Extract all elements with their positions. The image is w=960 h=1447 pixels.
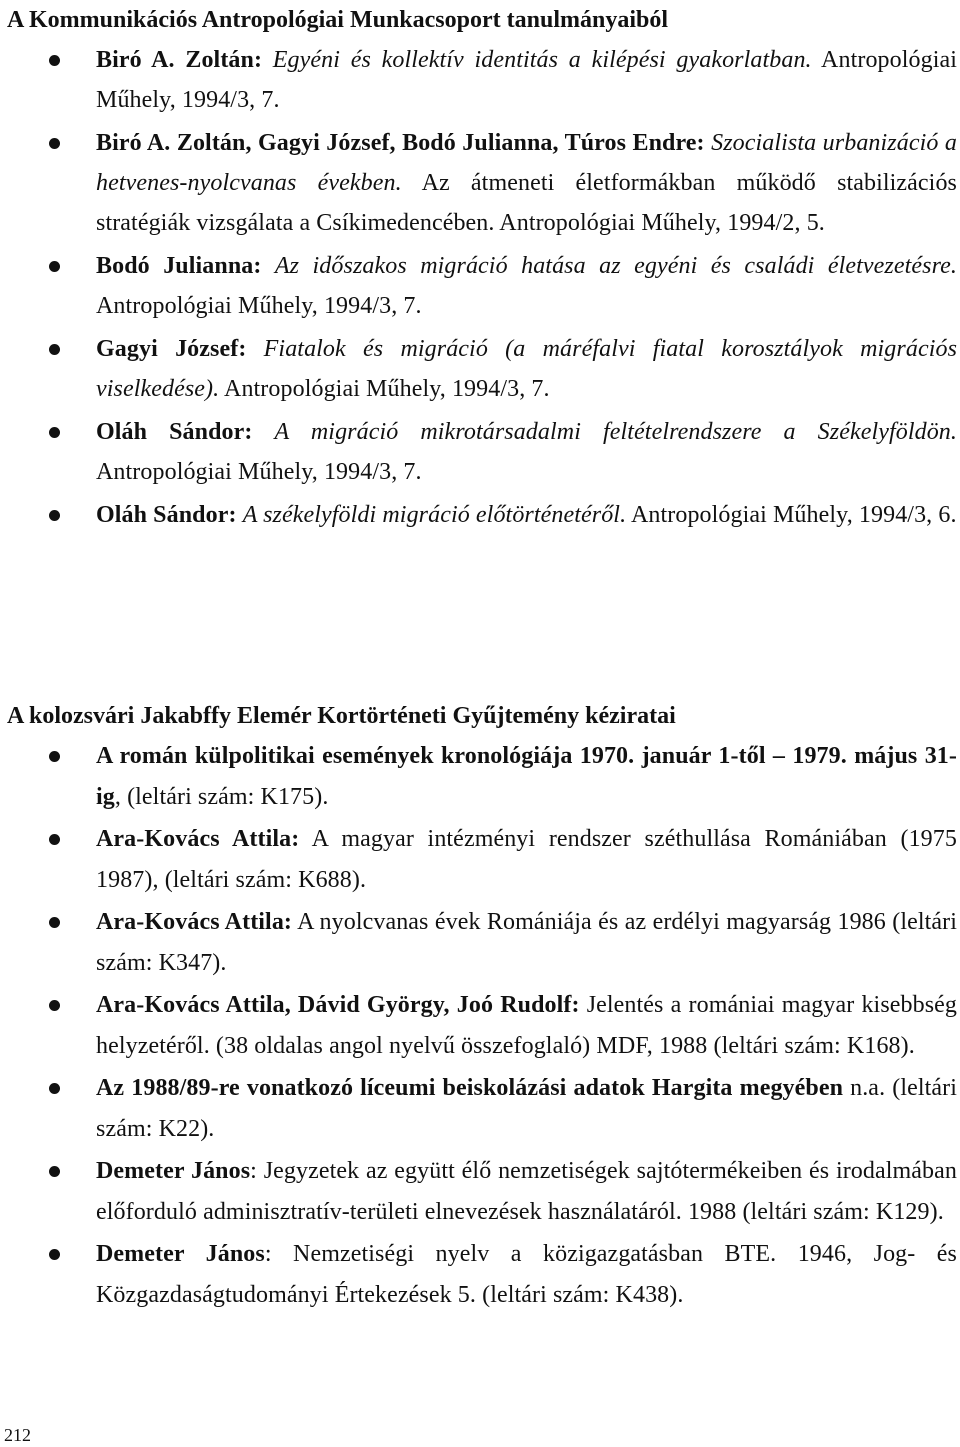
entry-title: A migráció mikrotársadalmi feltételrendszere a Székelyföldön. [274, 419, 958, 445]
bullet-icon [49, 1000, 60, 1011]
bibliography-entry [7, 495, 957, 535]
bibliography-entry [7, 123, 957, 243]
entry-detail: Antropológiai Műhely, 1994/3, 6. [626, 502, 957, 528]
bullet-icon [49, 261, 60, 272]
entry-author: Demeter János [96, 1241, 265, 1267]
manuscript-entry [7, 985, 957, 1067]
bullet-icon [49, 427, 60, 438]
bullet-icon [49, 751, 60, 762]
entry-author: Ara-Kovács Attila: [96, 826, 300, 852]
bullet-icon [49, 1083, 60, 1094]
entry-title: Az időszakos migráció hatása az egyéni és családi életvezetésre. [274, 253, 957, 279]
entry-author: Gagyi József: [96, 336, 247, 362]
entry-detail [253, 419, 275, 445]
bullet-icon [49, 834, 60, 845]
entry-author: Biró A. Zoltán, Gagyi József, Bodó Julianna, Túros Endre: [96, 130, 705, 156]
entry-detail: A magyar intézményi rendszer széthullása Romániában (1975 1987), (leltári szám: K688). [96, 826, 957, 893]
entry-text [96, 736, 957, 818]
entry-detail: Antropológiai Műhely, 1994/3, 7. [96, 293, 422, 319]
entry-text [96, 246, 957, 326]
bullet-icon [49, 510, 60, 521]
section-jakabffy-kezirat [7, 696, 957, 1317]
bullet-icon [49, 55, 60, 66]
entry-author: Demeter János [96, 1158, 251, 1184]
entry-detail: Jelentés a romániai magyar kisebbség helyzetéről. (38 oldalas angol nyelvű összefoglaló) MDF, 1988 (leltári szám: K168). [96, 992, 958, 1059]
entry-title: Egyéni és kollektív identitás a kilépési gyakorlatban. [272, 47, 812, 73]
bibliography-entry [7, 40, 957, 120]
entry-author: Bodó Julianna: [96, 253, 262, 279]
entry-author: Oláh Sándor: [96, 502, 237, 528]
entry-detail: Az átmeneti életformákban működő stabilizációs stratégiák vizsgálata a Csíkimedencében. Antropológiai Műhely, 1994/2, 5. [96, 170, 957, 236]
manuscript-entry [7, 902, 957, 984]
entry-text [96, 1234, 957, 1316]
bibliography-entry [7, 329, 957, 409]
entry-text [96, 902, 957, 984]
manuscript-entry [7, 819, 957, 901]
entry-title: Fiatalok és migráció (a máréfalvi fiatal korosztályok migrációs viselkedése). [96, 336, 958, 402]
section-kommunikacios-antropologia [7, 0, 957, 538]
entry-detail: , (leltári szám: K175). [114, 784, 329, 810]
entry-detail: Antropológiai Műhely, 1994/3, 7. [219, 376, 550, 402]
entry-title: A székelyföldi migráció előtörténetéről. [242, 502, 627, 528]
entry-detail: : Jegyzetek az együtt élő nemzetiségek sajtótermékeiben és irodalmában előforduló adminisztratív-területi elnevezések használatáról. 1988 (leltári szám: K129). [96, 1158, 957, 1225]
entry-text [96, 1068, 957, 1150]
bibliography-entry [7, 246, 957, 326]
entry-detail: n.a. (leltári szám: K22). [96, 1075, 957, 1142]
manuscript-entry [7, 1234, 957, 1316]
entry-author: A román külpolitikai események kronológiája 1970. január 1-től – 1979. május 31-ig [96, 743, 957, 810]
entry-author: Oláh Sándor: [96, 419, 253, 445]
entry-text [96, 1151, 957, 1233]
bullet-icon [49, 1166, 60, 1177]
section-heading: A kolozsvári Jakabffy Elemér Kortörténeti Gyűjtemény kéziratai [7, 703, 676, 729]
entry-author: Ara-Kovács Attila, Dávid György, Joó Rudolf: [96, 992, 580, 1018]
bullet-icon [49, 917, 60, 928]
entry-text [96, 819, 957, 901]
entry-detail [262, 47, 273, 73]
entry-author: Ara-Kovács Attila: [96, 909, 293, 935]
bibliography-entry [7, 412, 957, 492]
entry-title: Szocialista urbanizáció a hetvenes-nyolcvanas években. [96, 130, 958, 196]
entry-detail: : Nemzetiségi nyelv a közigazgatásban BTE. 1946, Jog- és Közgazdaságtudományi Értekezések 5. (leltári szám: K438). [96, 1241, 957, 1308]
bullet-icon [49, 138, 60, 149]
entry-author: Az 1988/89-re vonatkozó líceumi beiskolázási adatok Hargita megyében [96, 1075, 844, 1101]
bibliography-list [7, 40, 957, 535]
entry-detail: Antropológiai Műhely, 1994/3, 7. [96, 459, 422, 485]
manuscript-entry [7, 736, 957, 818]
entry-detail [246, 336, 263, 362]
entry-text [96, 412, 957, 492]
entry-detail [261, 253, 274, 279]
entry-detail: Antropológiai Műhely, 1994/3, 7. [96, 47, 958, 113]
entry-text [96, 40, 957, 120]
manuscript-entry [7, 1151, 957, 1233]
page-number: 212 [4, 1425, 31, 1445]
entry-text [96, 985, 957, 1067]
entry-text [96, 123, 957, 243]
entry-text [96, 495, 957, 535]
bullet-icon [49, 1249, 60, 1260]
bullet-icon [49, 344, 60, 355]
entry-text [96, 329, 957, 409]
manuscript-entry [7, 1068, 957, 1150]
section-heading: A Kommunikációs Antropológiai Munkacsoport tanulmányaiból [7, 7, 669, 33]
entry-detail: A nyolcvanas évek Romániája és az erdélyi magyarság 1986 (leltári szám: K347). [96, 909, 957, 976]
entry-author: Biró A. Zoltán: [96, 47, 263, 73]
manuscript-list [7, 736, 957, 1316]
